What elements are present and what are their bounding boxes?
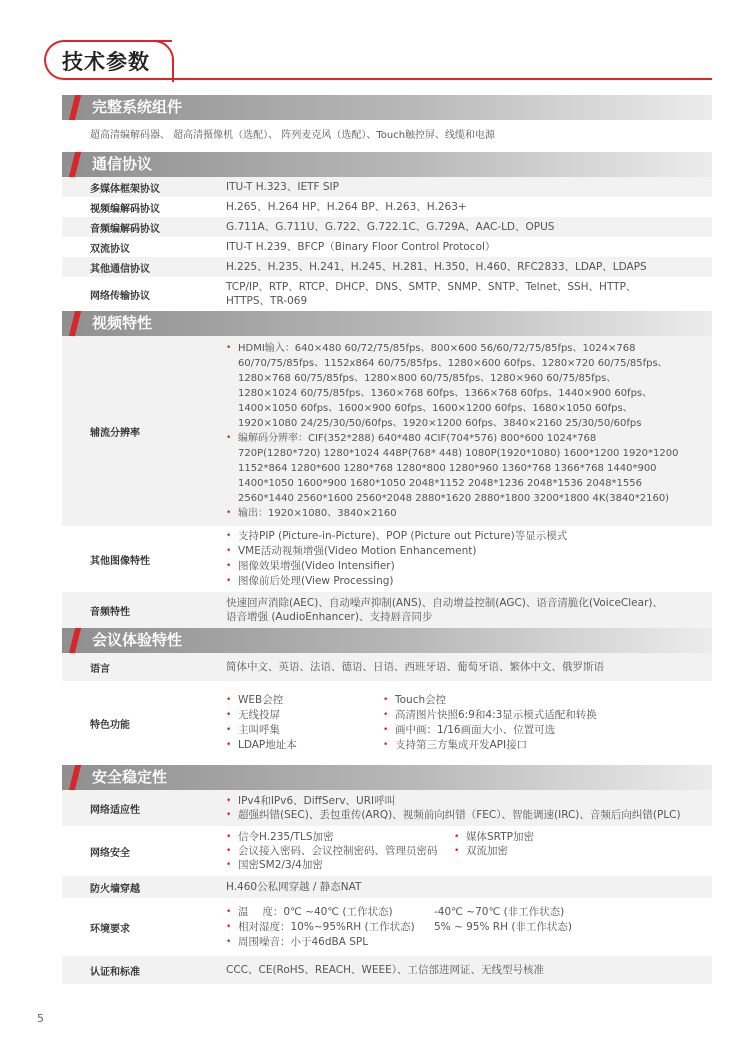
bullet-list <box>383 693 703 753</box>
section-header-protocols: 通信协议 <box>62 152 712 177</box>
spec-row-features <box>62 681 712 765</box>
bullet-list <box>226 693 383 753</box>
row-label: 防火墙穿越 <box>90 883 140 895</box>
row-value: H.460公私网穿越 / 静态NAT <box>226 881 362 893</box>
spec-row-language <box>62 653 712 681</box>
row-value: 简体中文、英语、法语、德语、日语、西班牙语、葡萄牙语、繁体中文、俄罗斯语 <box>226 661 604 673</box>
row-value <box>220 592 712 628</box>
two-column-list <box>226 693 704 753</box>
row-value <box>220 898 712 956</box>
list-item: • 周围噪音：小于46dBA SPL <box>226 935 434 950</box>
spec-row <box>62 177 712 197</box>
spec-row-environment <box>62 898 712 956</box>
list-item: • 编解码分辨率：CIF(352*288) 640*480 4CIF(704*576) 800*600 1024*768 720P(1280*720) 1280*1024 448P(768* 448) 1080P(1920*1080) 1600*1200 1920*1200 1152*864 1280*600 1280*768 1280*800 1280*960 1360*768 1366*768 1440*900 1400*1050 1600*900 1680*1050 2048*1152 2048*1236 2048*1536 2048*1556 2560*1440 2560*1600 2560*2048 2880*1620 2880*1800 3200*1800 4K(3840*2160) <box>226 431 704 506</box>
list-item: • 图像效果增强(Video Intensifier) <box>226 559 704 574</box>
list-item: • 无线投屏 <box>226 708 383 723</box>
row-label: 特色功能 <box>90 719 130 731</box>
list-item: • IPv4和IPv6、DiffServ、URI呼叫 <box>226 794 704 808</box>
row-label: 辅流分辨率 <box>90 427 140 439</box>
list-item: • 信令H.235/TLS加密 <box>226 830 454 844</box>
page-header <box>0 0 750 90</box>
list-item: • 会议接入密码、会议控制密码、管理员密码 <box>226 844 454 858</box>
list-item: 5% ~ 95% RH (非工作状态) <box>434 920 573 933</box>
list-item: • 输出：1920×1080、3840×2160 <box>226 506 704 521</box>
list-item: • 支持PIP (Picture-in-Picture)、POP (Picture out Picture)等显示模式 <box>226 529 704 544</box>
list-item: • 高清图片快照6:9和4:3显示模式适配和转换 <box>383 708 703 723</box>
row-value <box>220 681 712 765</box>
row-value-line: 语音增强 (AudioEnhancer)、支持唇音同步 <box>226 611 433 623</box>
bullet-list <box>226 529 704 589</box>
row-label: 其他图像特性 <box>90 555 150 567</box>
section-header-video: 视频特性 <box>62 311 712 336</box>
row-label: 网络适应性 <box>90 804 140 816</box>
spec-row <box>62 237 712 257</box>
row-value <box>220 277 712 311</box>
section-header-system: 完整系统组件 <box>62 95 712 120</box>
spec-row <box>62 197 712 217</box>
header-rule <box>170 78 712 80</box>
list-item: -40℃ ~70℃ (非工作状态) <box>434 905 565 918</box>
list-item: • 画中画：1/16画面大小、位置可选 <box>383 723 703 738</box>
bullet-list <box>226 905 434 950</box>
list-item: • 国密SM2/3/4加密 <box>226 858 454 872</box>
section-header-security: 安全稳定性 <box>62 765 712 790</box>
row-label: 网络安全 <box>90 847 130 859</box>
row-label: 音频特性 <box>90 606 130 618</box>
list-item: • VME活动视频增强(Video Motion Enhancement) <box>226 544 704 559</box>
list-item: • 图像前后处理(View Processing) <box>226 574 704 589</box>
row-value-line: TCP/IP、RTP、RTCP、DHCP、DNS、SMTP、SNMP、SNTP、Telnet、SSH、HTTP、 <box>226 281 637 293</box>
list-item: • 温 度：0℃ ~40℃ (工作状态) <box>226 905 434 920</box>
spec-row-certification <box>62 956 712 984</box>
list-item: • 双流加密 <box>454 844 654 858</box>
bullet-list <box>226 794 704 822</box>
two-column-list <box>226 830 704 872</box>
spec-content <box>62 95 712 984</box>
row-value <box>220 826 712 876</box>
row-label: 其他通信协议 <box>90 263 150 275</box>
row-label: 认证和标准 <box>90 966 140 978</box>
spec-row-firewall <box>62 876 712 898</box>
row-value: CCC、CE(RoHS、REACH、WEEE）、工信部进网证、无线型号核准 <box>226 964 545 976</box>
list-item: • 支持第三方集成开发API接口 <box>383 738 703 753</box>
list-item: • LDAP地址本 <box>226 738 383 753</box>
row-label: 多媒体框架协议 <box>90 183 160 195</box>
spec-row <box>62 277 712 311</box>
spec-row-audio <box>62 592 712 628</box>
row-value: H.265、H.264 HP、H.264 BP、H.263、H.263+ <box>226 201 467 213</box>
page-title: 技术参数 <box>62 50 150 74</box>
spec-row-aux-resolution <box>62 336 712 526</box>
list-item: • 主叫呼集 <box>226 723 383 738</box>
spec-row <box>62 257 712 277</box>
spec-row-network-adaptability <box>62 790 712 826</box>
bullet-list <box>454 830 654 872</box>
bullet-list <box>226 830 454 872</box>
list-item: • HDMI输入：640×480 60/72/75/85fps、800×600 56/60/72/75/85fps、1024×768 60/70/75/85fps、1152x864 60/75/85fps、1280×600 60fps、1280×720 60/75/85fps、 1280×768 60/75/85fps、1280×800 60/75/85fps、1280×960 60/75/85fps、 1280×1024 60/75/85fps、1360×768 60fps、1366×768 60fps、1440×900 60fps、 1400×1050 60fps、1600×900 60fps、1600×1200 60fps、1680×1050 60fps、 1920×1080 24/25/30/50/60fps、1920×1200 60fps、3840×2160 25/30/50/60fps <box>226 341 704 431</box>
row-value <box>220 790 712 826</box>
row-value <box>220 336 712 526</box>
spec-row <box>62 217 712 237</box>
row-label: 视频编解码协议 <box>90 203 160 215</box>
spec-row-network-security <box>62 826 712 876</box>
row-value-line: 快速回声消除(AEC)、自动噪声抑制(ANS)、自动增益控制(AGC)、语音清脆化(VoiceClear)、 <box>226 597 663 609</box>
row-value <box>220 526 712 592</box>
two-column-list <box>226 905 704 950</box>
row-label: 音频编解码协议 <box>90 223 160 235</box>
list-item: • WEB会控 <box>226 693 383 708</box>
list-item: • Touch会控 <box>383 693 703 708</box>
row-label: 网络传输协议 <box>90 290 150 302</box>
row-value: ITU-T H.239、BFCP（Binary Floor Control Protocol） <box>226 241 496 253</box>
bullet-list <box>226 341 704 521</box>
row-label: 双流协议 <box>90 243 130 255</box>
row-value: H.225、H.235、H.241、H.245、H.281、H.350、H.460、RFC2833、LDAP、LDAPS <box>226 261 647 273</box>
row-label: 环境要求 <box>90 923 130 935</box>
list-item: • 超强纠错(SEC)、丢包重传(ARQ)、视频前向纠错（FEC）、智能调速(IRC)、音频后向纠错(PLC) <box>226 808 704 822</box>
section-header-conference: 会议体验特性 <box>62 628 712 653</box>
list-item: • 相对湿度：10%~95%RH (工作状态) <box>226 920 434 935</box>
row-label: 语言 <box>90 663 110 675</box>
spec-row-image-features <box>62 526 712 592</box>
row-value: ITU-T H.323、IETF SIP <box>226 181 339 193</box>
row-value: G.711A、G.711U、G.722、G.722.1C、G.729A、AAC-LD、OPUS <box>226 221 555 233</box>
row-value-line: HTTPS、TR-069 <box>226 295 308 307</box>
environment-non-working <box>434 905 634 950</box>
system-components-text: 超高清编解码器、 超高清摄像机（选配）、 阵列麦克风（选配）、Touch触控屏、线缆和电源 <box>90 130 496 141</box>
page-number: 5 <box>37 1012 44 1025</box>
list-item: • 媒体SRTP加密 <box>454 830 654 844</box>
